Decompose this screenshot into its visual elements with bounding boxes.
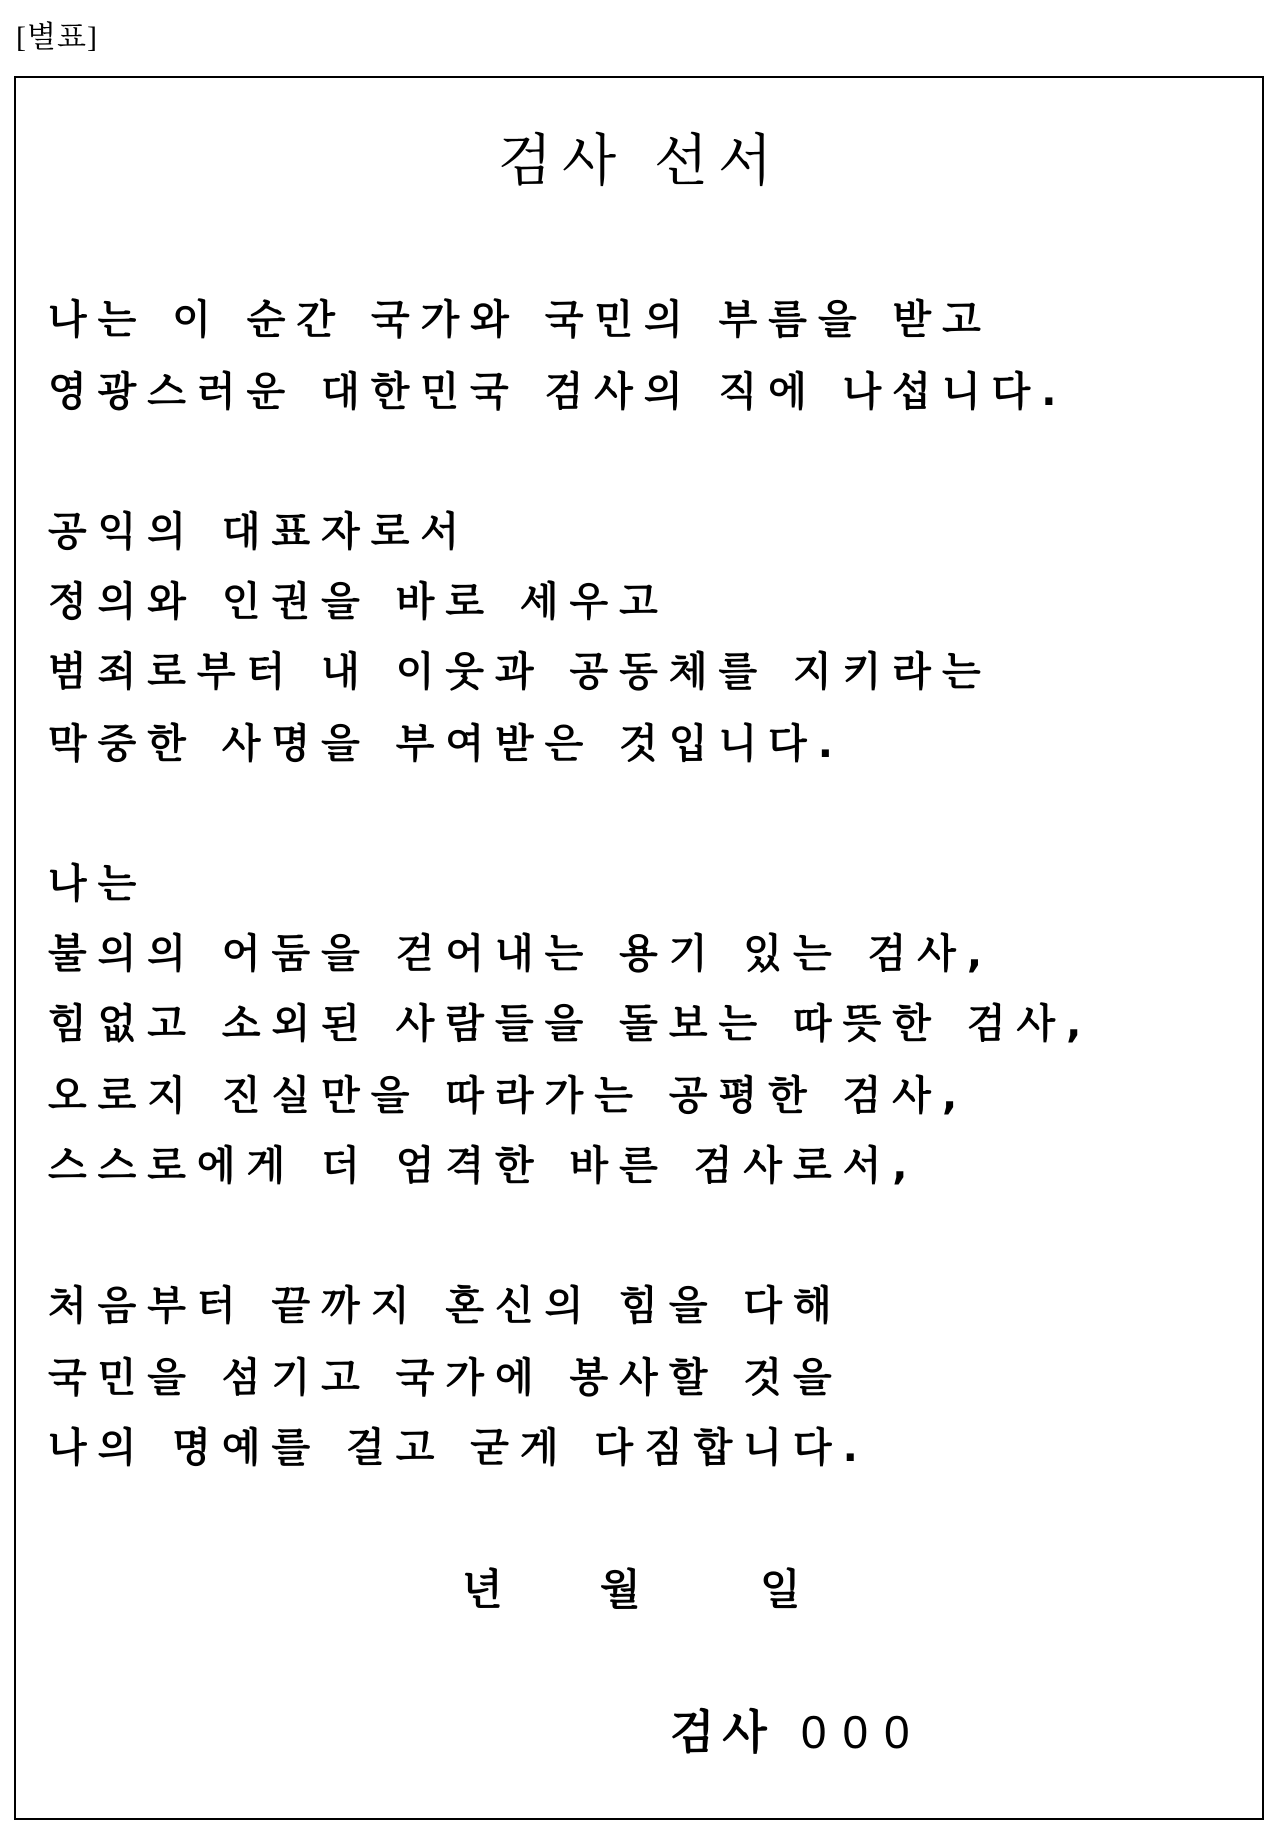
oath-line: 정의와 인권을 바로 세우고	[48, 579, 669, 625]
oath-line: 힘없고 소외된 사람들을 돌보는 따뜻한 검사,	[48, 1001, 1093, 1047]
date-month-label: 월	[600, 1565, 641, 1614]
signature-role: 검사	[670, 1705, 775, 1759]
date-line	[0, 1560, 1280, 1620]
annex-tag: [별표]	[16, 21, 98, 54]
oath-line: 공익의 대표자로서	[48, 509, 471, 555]
signature-name: 000	[800, 1706, 926, 1758]
oath-line: 나는	[48, 861, 148, 907]
oath-line: 막중한 사명을 부여받은 것입니다.	[48, 721, 844, 767]
oath-line: 스스로에게 더 엄격한 바른 검사로서,	[48, 1143, 919, 1189]
oath-line: 처음부터 끝까지 혼신의 힘을 다해	[48, 1283, 843, 1329]
oath-line: 불의의 어둠을 걷어내는 용기 있는 검사,	[48, 931, 994, 977]
date-day-label: 일	[760, 1565, 801, 1614]
oath-line: 범죄로부터 내 이웃과 공동체를 지키라는	[48, 649, 992, 695]
date-year-label: 년	[462, 1565, 503, 1614]
oath-line: 영광스러운 대한민국 검사의 직에 나섭니다.	[48, 369, 1068, 415]
document-title: 검사 선서	[497, 129, 783, 194]
signature-line	[670, 1700, 926, 1764]
oath-line: 나의 명예를 걸고 굳게 다짐합니다.	[48, 1425, 869, 1471]
oath-line: 오로지 진실만을 따라가는 공평한 검사,	[48, 1073, 969, 1119]
oath-line: 국민을 섬기고 국가에 봉사할 것을	[48, 1355, 843, 1401]
oath-line: 나는 이 순간 국가와 국민의 부름을 받고	[48, 297, 992, 343]
